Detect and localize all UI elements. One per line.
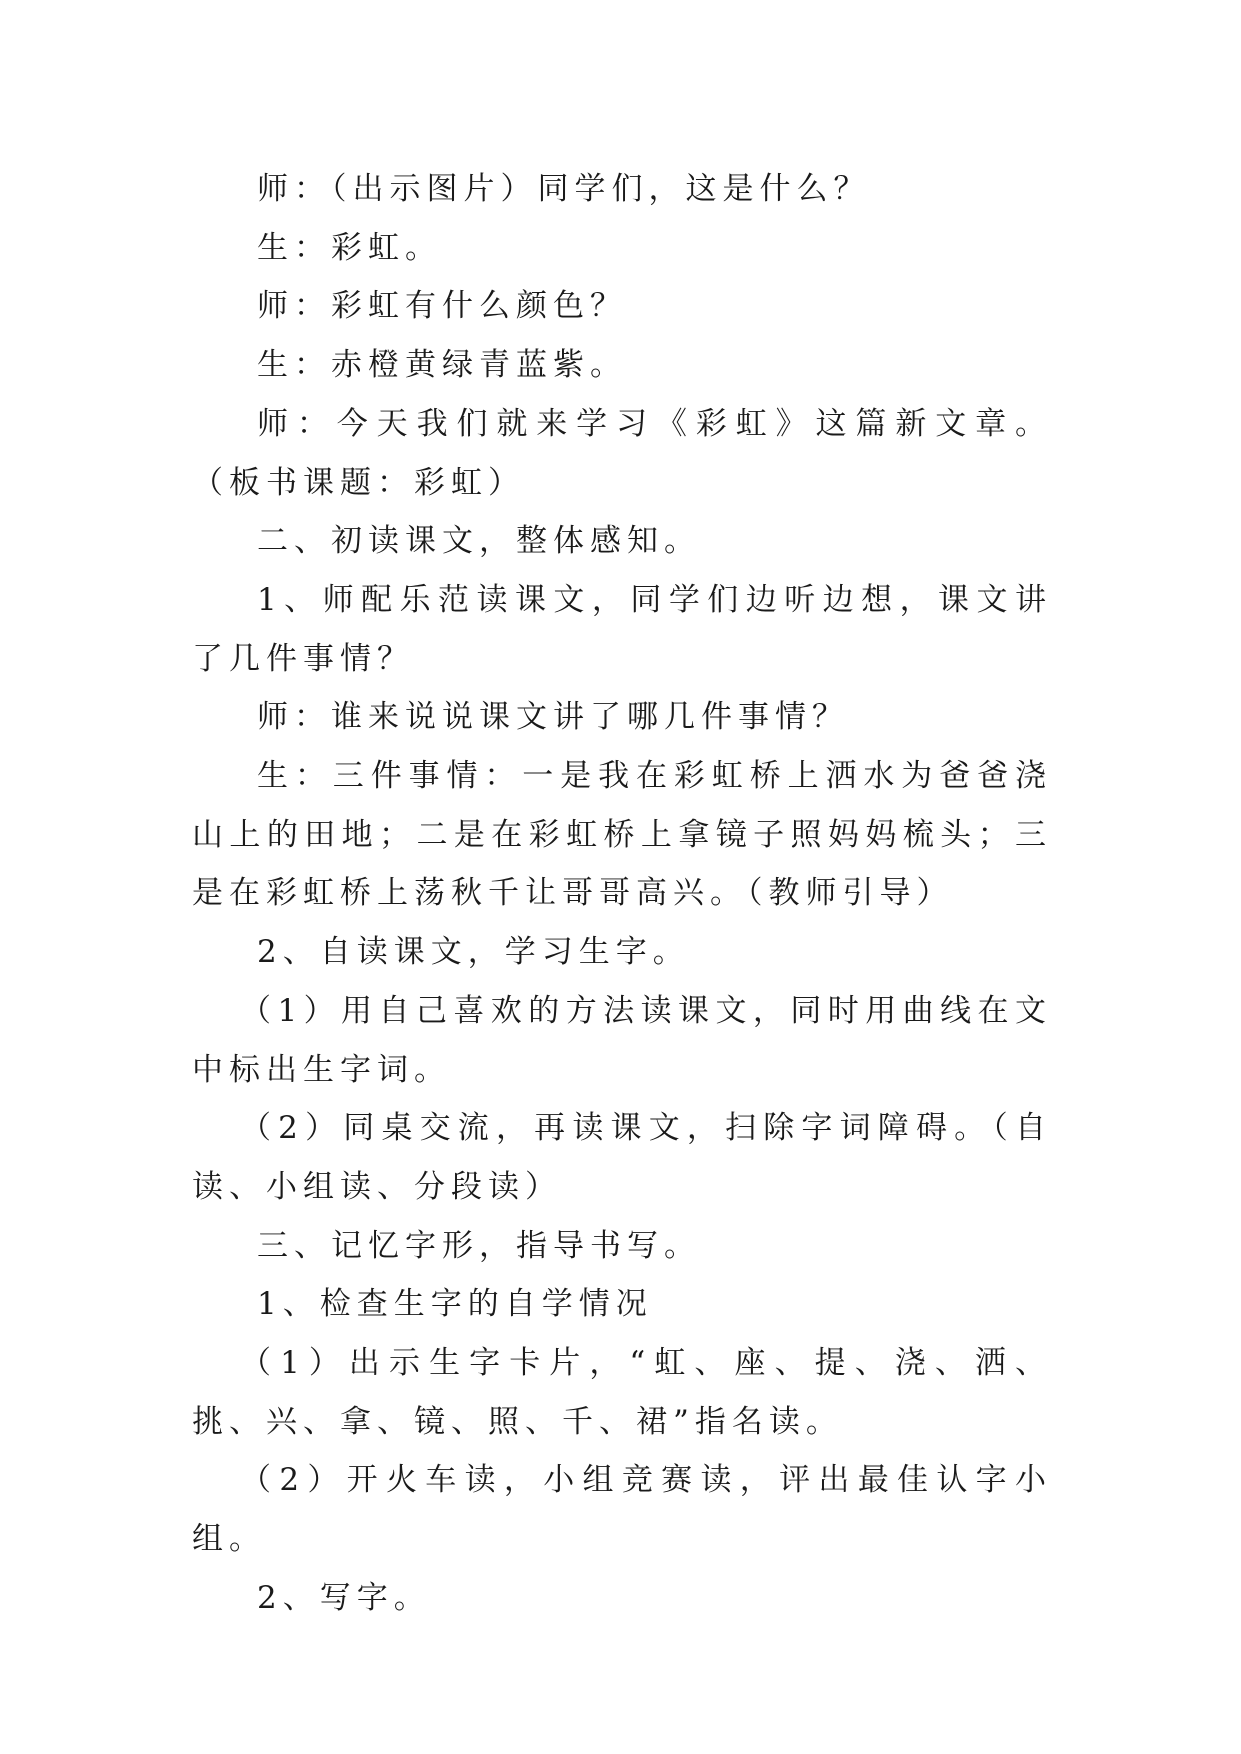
paragraph-substep-2-train-reading: （2）开火车读，小组竞赛读，评出最佳认字小组。 — [192, 1462, 1052, 1558]
paragraph-student-three-things: 生：三件事情：一是我在彩虹桥上洒水为爸爸浇山上的田地；二是在彩虹桥上拿镜子照妈妈梳头；三是在彩虹桥上荡秋千让哥哥高兴。（教师引导） — [192, 758, 1052, 912]
paragraph-step-2-writing: 2、写字。 — [257, 1579, 431, 1616]
paragraph-substep-1-mark-words: （1）用自己喜欢的方法读课文，同时用曲线在文中标出生字词。 — [192, 992, 1052, 1088]
paragraph-substep-2-deskmate: （2）同桌交流，再读课文，扫除字词障碍。（自读、小组读、分段读） — [192, 1110, 1052, 1205]
paragraph-teacher-colors: 师：彩虹有什么颜色？ — [257, 288, 627, 325]
paragraph-substep-1-word-cards: （1）出示生字卡片，“虹、座、提、浇、洒、挑、兴、拿、镜、照、千、裙”指名读。 — [192, 1345, 1052, 1440]
paragraph-teacher-lesson-title: 师：今天我们就来学习《彩虹》这篇新文章。（板书课题：彩虹） — [192, 405, 1052, 501]
paragraph-step-1-check-characters: 1、检查生字的自学情况 — [257, 1286, 653, 1323]
paragraph-teacher-show-picture: 师：（出示图片）同学们，这是什么？ — [257, 171, 871, 207]
paragraph-student-colors: 生：赤橙黄绿青蓝紫。 — [257, 347, 627, 384]
section-heading-memorize-shapes: 三、记忆字形，指导书写。 — [257, 1227, 701, 1264]
paragraph-step-2-self-reading: 2、自读课文，学习生字。 — [257, 934, 690, 971]
paragraph-student-rainbow: 生：彩虹。 — [257, 229, 442, 266]
document-body — [192, 160, 1052, 1628]
paragraph-teacher-question: 师：谁来说说课文讲了哪几件事情？ — [257, 699, 849, 736]
section-heading-first-reading: 二、初读课文，整体感知。 — [257, 523, 701, 560]
paragraph-step-1-model-reading: 1、师配乐范读课文，同学们边听边想，课文讲了几件事情？ — [192, 581, 1052, 677]
